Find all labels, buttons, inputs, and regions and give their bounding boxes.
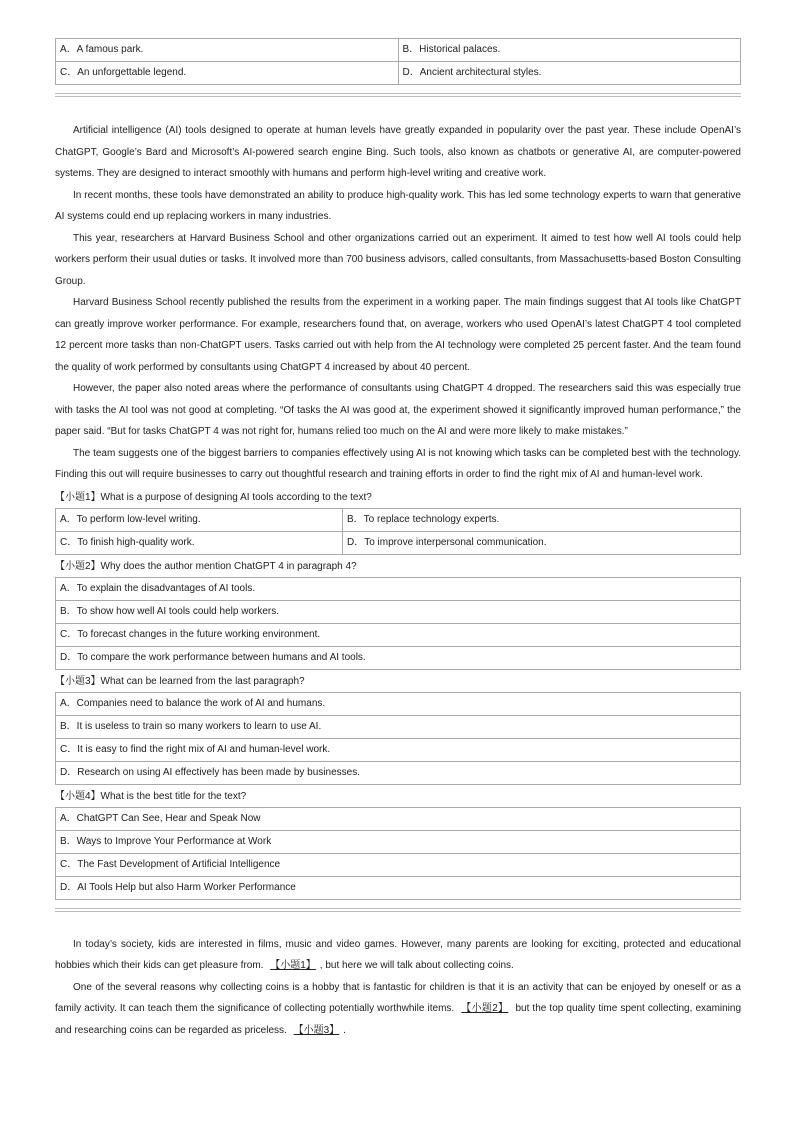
option-c[interactable]: C．To finish high-quality work.: [56, 531, 343, 554]
passage-paragraph: [55, 977, 741, 1042]
question-4-options: [55, 807, 741, 900]
option-b[interactable]: B．To show how well AI tools could help workers.: [56, 600, 741, 623]
question-1-stem: 【小题1】What is a purpose of designing AI tools according to the text?: [55, 491, 372, 503]
option-b[interactable]: B．Ways to Improve Your Performance at Work: [56, 830, 741, 853]
passage-collecting-coins: [55, 934, 741, 1042]
prev-option-a: A．A famous park.: [56, 39, 399, 62]
passage-text: In today’s society, kids are interested in films, music and video games. However, many parents are looking for exciting, protected and educational hobbies which their kids can get pleasure from.: [55, 938, 741, 971]
passage-paragraph: Artificial intelligence (AI) tools designed to operate at human levels have greatly expanded in popularity over the past year. These include OpenAI’s ChatGPT, Google’s Bard and Microsoft’s AI-powered search engine Bing. Such tools, also known as chatbots or generative AI, are computer-powered systems. They are designed to interact smoothly with humans and perform high-level writing and creative work.: [55, 125, 741, 179]
question-3-options: [55, 692, 741, 785]
passage-paragraph: However, the paper also noted areas where the performance of consultants using ChatGPT 4 dropped. The researchers said this was especially true with tasks the AI tool was not good at completing. “Of tasks the AI was good at, the experiment showed it significantly improved human performance,” the paper said. “But for tasks ChatGPT 4 was not right for, humans relied too much on the AI and were more likely to make mistakes.”: [55, 383, 741, 437]
option-b[interactable]: B．It is useless to train so many workers to learn to use AI.: [56, 715, 741, 738]
option-a[interactable]: A．To explain the disadvantages of AI tools.: [56, 577, 741, 600]
option-c[interactable]: C．It is easy to find the right mix of AI and human-level work.: [56, 738, 741, 761]
option-d[interactable]: D．AI Tools Help but also Harm Worker Performance: [56, 876, 741, 899]
blank-3[interactable]: 【小题3】: [293, 1024, 340, 1036]
passage-paragraph: The team suggests one of the biggest barriers to companies effectively using AI is not knowing which tasks can be completed best with the technology. Finding this out will require businesses to carry out thoughtful research and training efforts in order to find the right mix of AI and human-level work.: [55, 447, 741, 480]
blank-1[interactable]: 【小题1】: [270, 960, 316, 971]
option-c[interactable]: C．To forecast changes in the future working environment.: [56, 623, 741, 646]
prev-option-b: B．Historical palaces.: [398, 39, 741, 62]
option-a[interactable]: A．Companies need to balance the work of AI and humans.: [56, 692, 741, 715]
question-2-stem: 【小题2】Why does the author mention ChatGPT 4 in paragraph 4?: [55, 560, 357, 572]
option-a[interactable]: A．ChatGPT Can See, Hear and Speak Now: [56, 807, 741, 830]
passage-text: .: [343, 1024, 346, 1036]
prev-options-table: [55, 38, 741, 85]
option-c[interactable]: C．The Fast Development of Artificial Intelligence: [56, 853, 741, 876]
question-2-options: [55, 577, 741, 670]
option-a[interactable]: A．To perform low-level writing.: [56, 508, 343, 531]
passage-text: but the top quality time spent collecting, examining and researching coins can be regarded as priceless.: [55, 1003, 742, 1036]
passage-text: One of the several reasons why collecting coins is a hobby that is fantastic for children is that it is an activity that can be enjoyed by oneself or as a family activity. It can teach them the significance of collecting potentially worthwhile items.: [55, 981, 741, 1014]
prev-option-c: C．An unforgettable legend.: [56, 62, 399, 85]
passage-paragraph: Harvard Business School recently published the results from the experiment in a working paper. The main findings suggest that AI tools like ChatGPT can greatly improve worker performance. For example, researchers found that, on average, workers who used OpenAI’s latest ChatGPT 4 tool completed 12 percent more tasks than non-ChatGPT users. Tasks carried out with help from the AI technology were completed 25 percent faster. And the team found the quality of work performed by consultants using ChatGPT 4 increased by about 40 percent.: [55, 297, 741, 373]
option-d[interactable]: D．To compare the work performance between humans and AI tools.: [56, 646, 741, 669]
prev-option-d: D．Ancient architectural styles.: [398, 62, 741, 85]
option-b[interactable]: B．To replace technology experts.: [343, 508, 741, 531]
question-1-options: [55, 508, 741, 555]
section-divider: [55, 908, 741, 912]
question-3-stem: 【小题3】What can be learned from the last paragraph?: [55, 675, 305, 687]
blank-2[interactable]: 【小题2】: [461, 1003, 509, 1014]
passage-text: , but here we will talk about collecting coins.: [319, 960, 514, 971]
passage-paragraph: [55, 934, 741, 977]
question-4-stem: 【小题4】What is the best title for the text?: [55, 790, 247, 802]
section-divider: [55, 93, 741, 97]
option-d[interactable]: D．To improve interpersonal communication.: [343, 531, 741, 554]
exam-page: [55, 38, 741, 1041]
passage-paragraph: This year, researchers at Harvard Business School and other organizations carried out an experiment. It aimed to test how well AI tools could help workers perform their usual duties or tasks. It involved more than 700 business advisors, called consultants, from Massachusetts-based Boston Consulting Group.: [55, 232, 741, 287]
option-d[interactable]: D．Research on using AI effectively has been made by businesses.: [56, 761, 741, 784]
passage-paragraph: In recent months, these tools have demonstrated an ability to produce high-quality work. This has led some technology experts to warn that generative AI systems could end up replacing workers in many industries.: [55, 189, 741, 222]
passage-ai-tools: [55, 120, 741, 486]
